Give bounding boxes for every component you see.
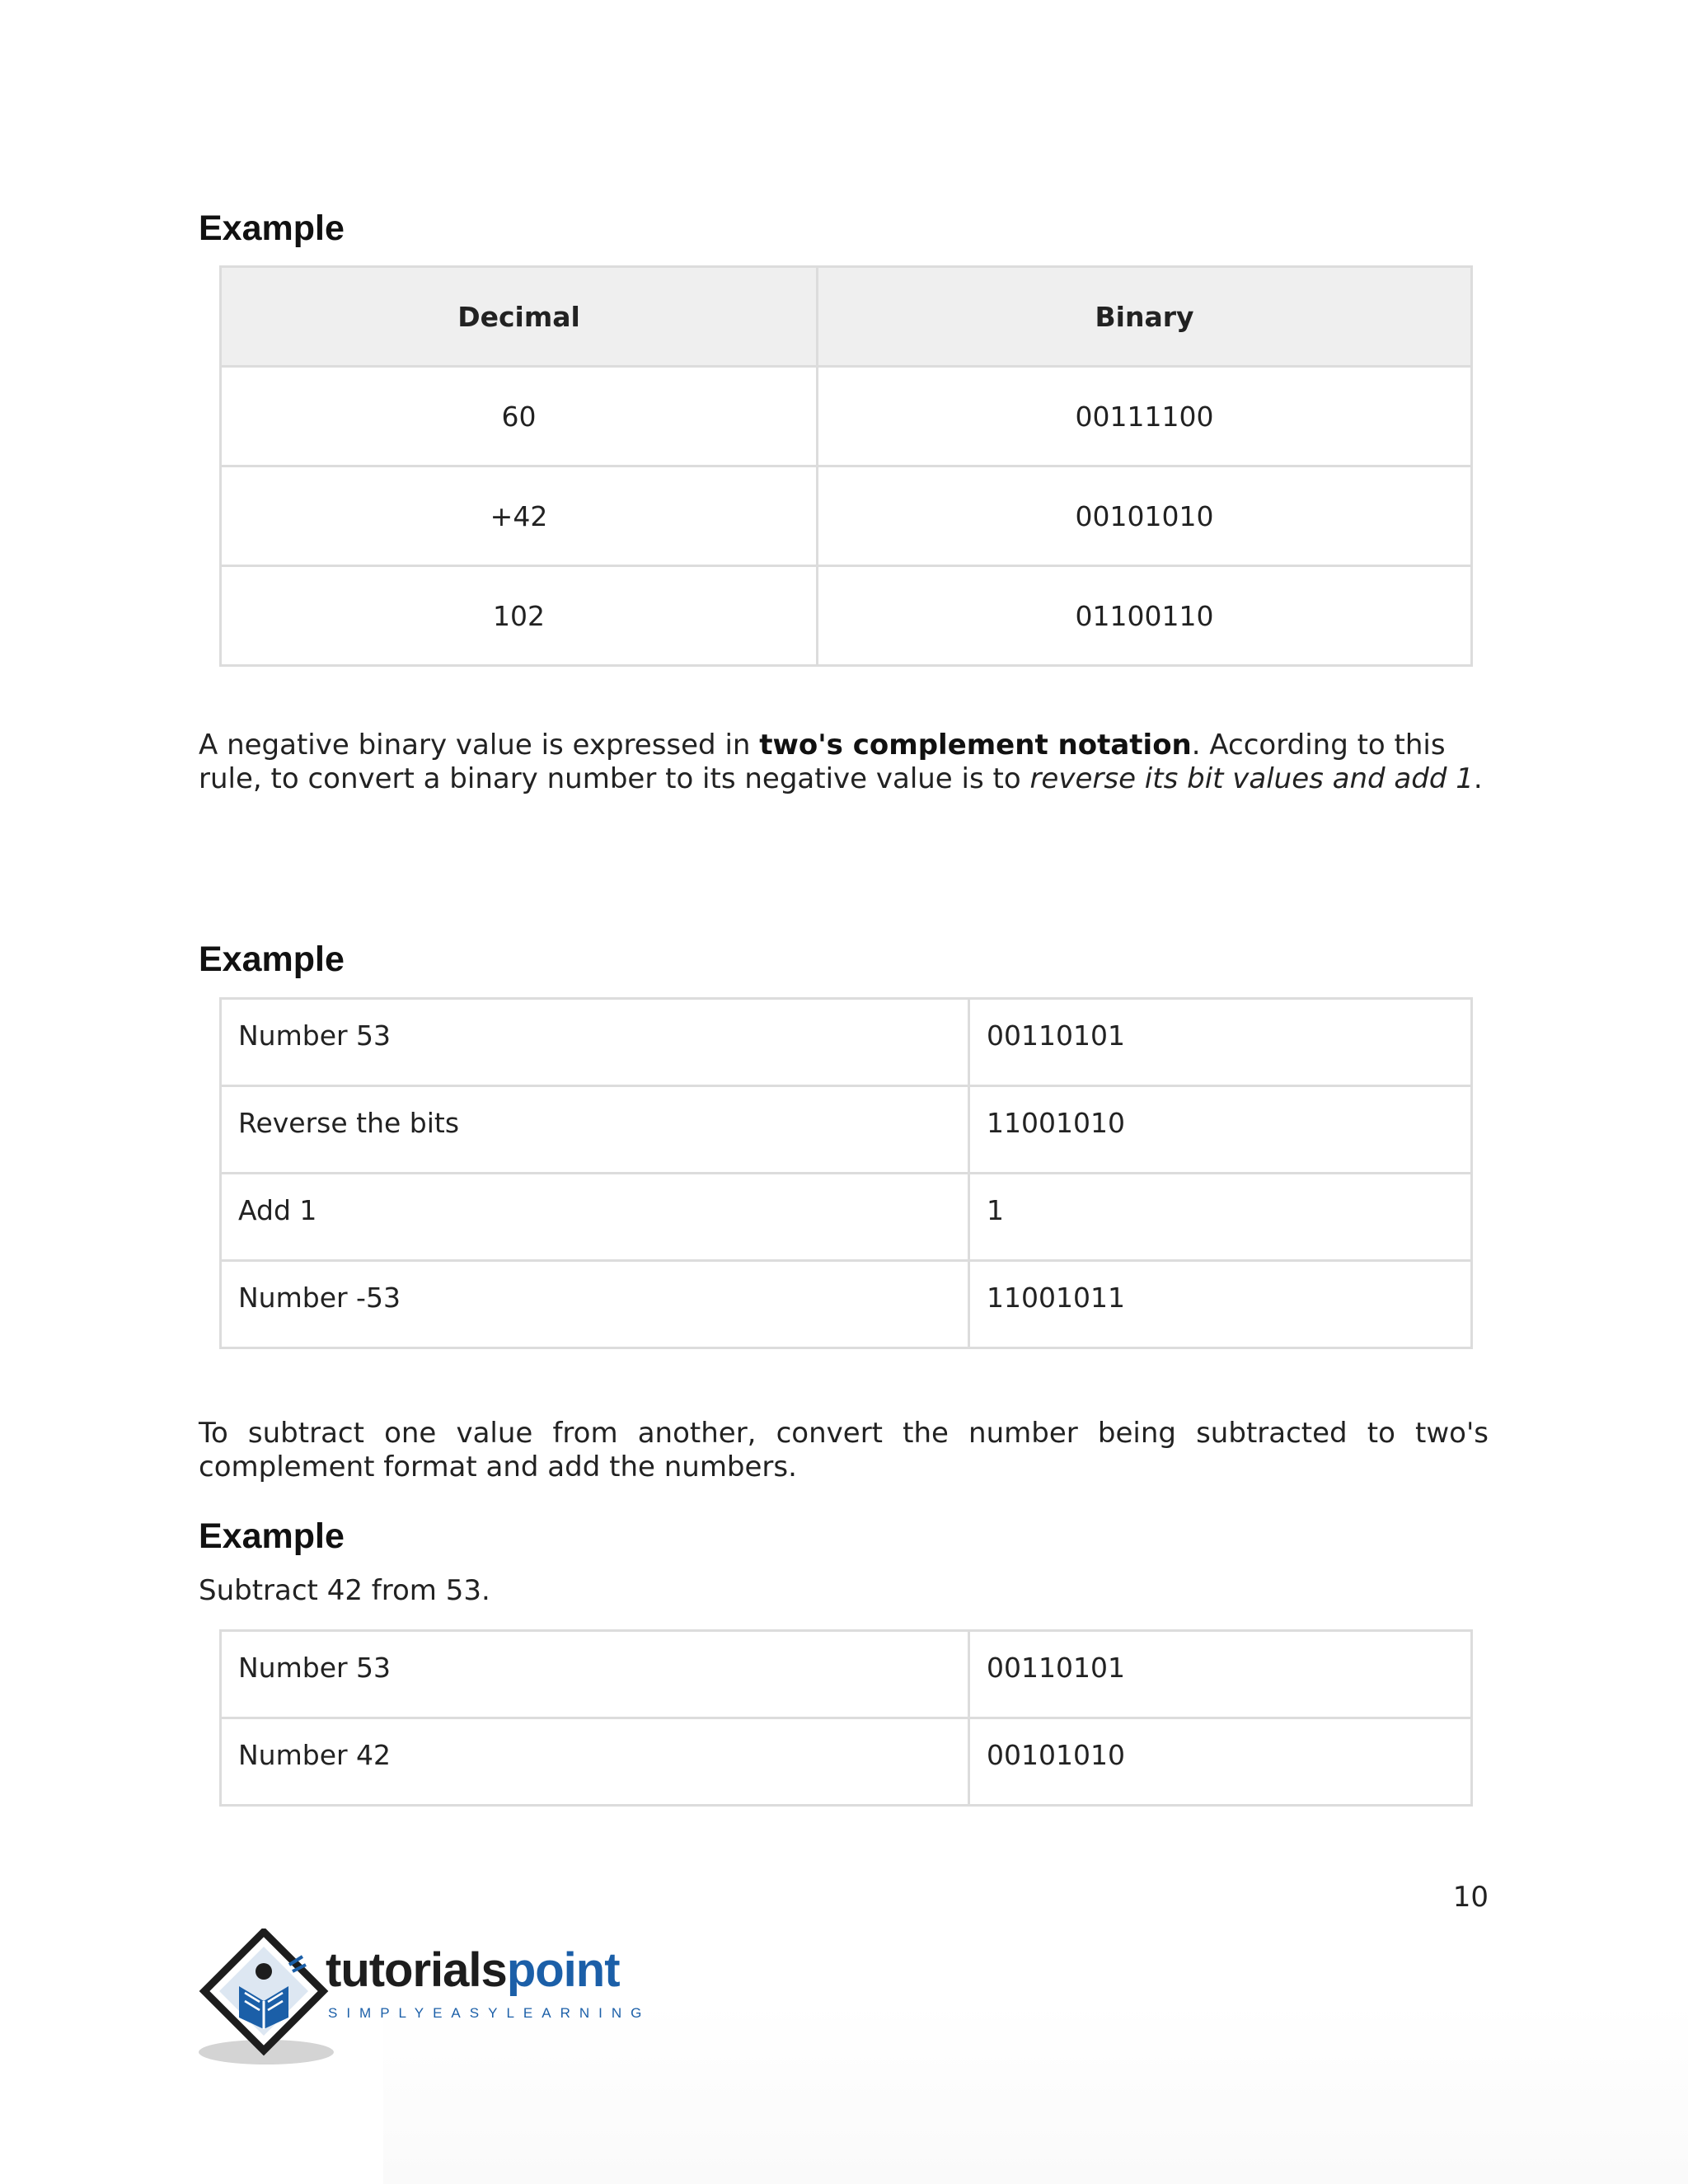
table-cell-decimal: 102 [221,566,818,666]
column-header-decimal: Decimal [221,267,818,367]
table-cell-decimal: +42 [221,466,818,566]
table-cell-binary: 01100110 [818,566,1472,666]
paragraph-text: A negative binary value is expressed in [199,729,760,762]
table-row [221,999,1472,1086]
example-heading-1: Example [199,209,345,248]
table-cell-label: Number 53 [221,1631,969,1718]
table-cell-value: 00110101 [969,1631,1472,1718]
logo-wordmark-part2: point [506,1943,620,1997]
table-row [221,566,1472,666]
tutorialspoint-logo [194,1929,655,2069]
table-row [221,1261,1472,1348]
paragraph-italic-rule: reverse its bit values and add 1 [1029,762,1474,795]
table-row [221,1086,1472,1174]
table-cell-value: 11001010 [969,1086,1472,1174]
table-cell-value: 1 [969,1174,1472,1261]
column-header-binary: Binary [818,267,1472,367]
subtraction-table [219,1629,1473,1807]
table-cell-binary: 00111100 [818,367,1472,466]
logo-wordmark [326,1943,620,1997]
table-cell-label: Number 53 [221,999,969,1086]
table-cell-label: Number 42 [221,1718,969,1806]
table-row [221,1631,1472,1718]
table-cell-label: Add 1 [221,1174,969,1261]
table-cell-decimal: 60 [221,367,818,466]
page-number: 10 [1452,1881,1489,1914]
paragraph-text: . [1473,762,1483,795]
table-cell-binary: 00101010 [818,466,1472,566]
logo-wordmark-part1: tutorials [326,1943,507,1997]
table-cell-label: Number -53 [221,1261,969,1348]
example-heading-2: Example [199,940,345,979]
logo-tagline: SIMPLYEASYLEARNING [328,2005,651,2021]
table-row [221,466,1472,566]
table-row [221,367,1472,466]
decimal-binary-table [219,265,1473,667]
table-cell-value: 00101010 [969,1718,1472,1806]
table-row [221,1174,1472,1261]
table-header-row [221,267,1472,367]
table-cell-value: 00110101 [969,999,1472,1086]
table-row [221,1718,1472,1806]
paragraph-text: . According to this rule, to convert a binary number to its negative value is to [199,729,1446,795]
paragraph-bold-term: two's complement notation [759,729,1192,762]
table-cell-value: 11001011 [969,1261,1472,1348]
negation-steps-table [219,997,1473,1349]
subtract-intro: Subtract 42 from 53. [199,1574,490,1607]
tutorialspoint-diamond-logo-icon [194,1929,334,2069]
subtraction-paragraph: To subtract one value from another, convert the number being subtracted to two's complement format and add the numbers. [199,1417,1489,1483]
table-cell-label: Reverse the bits [221,1086,969,1174]
example-heading-3: Example [199,1516,345,1556]
twos-complement-paragraph [199,729,1489,796]
